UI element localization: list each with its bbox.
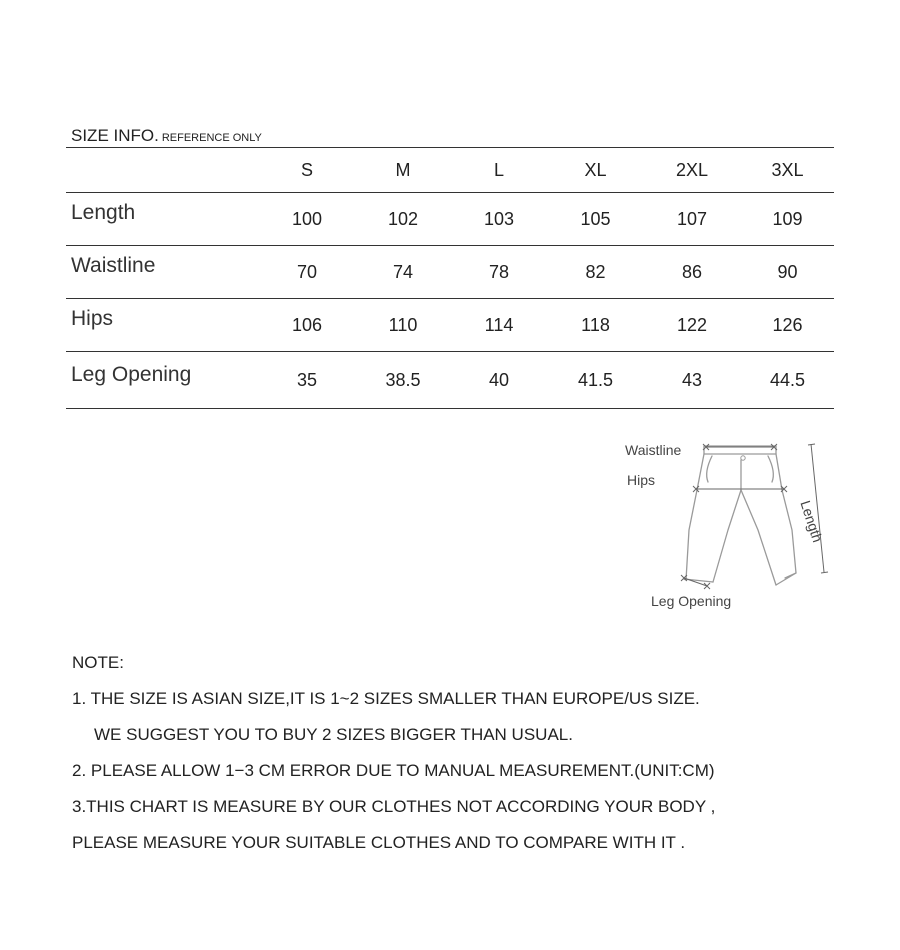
table-cell: 100 <box>291 208 323 229</box>
header-cell-xl: XL <box>584 159 607 180</box>
table-cell: 35 <box>296 369 318 390</box>
table-cell: 43 <box>681 369 703 390</box>
table-cell: 102 <box>387 208 419 229</box>
title-main: SIZE INFO. <box>71 126 159 145</box>
table-cell: 90 <box>777 261 798 282</box>
row-label-length: Length <box>71 201 136 224</box>
table-cell: 114 <box>484 314 514 335</box>
table-header-row <box>66 148 834 193</box>
row-label-leg-opening: Leg Opening <box>71 363 192 386</box>
diagram-label-leg-opening: Leg Opening <box>651 593 732 609</box>
table-cell: 41.5 <box>577 369 614 390</box>
note-line: 3.THIS CHART IS MEASURE BY OUR CLOTHES NOT ACCORDING YOUR BODY , <box>72 797 716 816</box>
table-row <box>66 352 834 409</box>
table-row <box>66 299 834 352</box>
table-cell: 105 <box>580 208 611 229</box>
note-line: 2. PLEASE ALLOW 1−3 CM ERROR DUE TO MANUAL MEASUREMENT.(UNIT:CM) <box>72 761 715 780</box>
table-cell: 44.5 <box>769 369 806 390</box>
table-cell: 86 <box>681 261 703 282</box>
table-cell: 118 <box>581 314 610 335</box>
diagram-label-length: Length <box>797 498 826 545</box>
table-cell: 74 <box>392 261 414 282</box>
table-cell: 40 <box>488 369 510 390</box>
table-cell: 103 <box>483 208 515 229</box>
note-line: PLEASE MEASURE YOUR SUITABLE CLOTHES AND TO COMPARE WITH IT . <box>72 833 686 852</box>
size-table <box>66 147 834 409</box>
table-cell: 38.5 <box>385 369 421 390</box>
table-cell: 109 <box>772 208 803 229</box>
header-cell-empty <box>66 148 258 193</box>
diagram-label-waistline: Waistline <box>625 442 682 458</box>
note-line: 1. THE SIZE IS ASIAN SIZE,IT IS 1~2 SIZES SMALLER THAN EUROPE/US SIZE. <box>72 689 700 708</box>
header-cell-s: S <box>300 159 313 180</box>
table-cell: 78 <box>488 261 510 282</box>
table-cell: 82 <box>585 261 606 282</box>
size-info-title <box>71 126 262 146</box>
header-cell-2xl: 2XL <box>675 159 709 180</box>
table-cell: 70 <box>296 261 318 282</box>
header-cell-3xl: 3XL <box>771 159 804 180</box>
row-label-hips: Hips <box>71 307 114 330</box>
table-cell: 126 <box>772 314 803 335</box>
table-row <box>66 246 834 299</box>
header-cell-m: M <box>395 159 411 180</box>
table-cell: 122 <box>676 314 708 335</box>
note-line: WE SUGGEST YOU TO BUY 2 SIZES BIGGER THAN USUAL. <box>94 725 573 744</box>
notes-section <box>72 651 715 867</box>
table-cell: 107 <box>676 208 708 229</box>
table-cell: 106 <box>291 314 323 335</box>
table-cell: 110 <box>388 314 418 335</box>
table-row <box>66 193 834 246</box>
pants-measurement-diagram <box>600 430 860 620</box>
row-label-waistline: Waistline <box>71 254 156 277</box>
notes-heading: NOTE: <box>72 653 124 672</box>
header-cell-l: L <box>493 159 504 180</box>
title-sub: REFERENCE ONLY <box>161 132 262 144</box>
diagram-label-hips: Hips <box>627 472 656 488</box>
